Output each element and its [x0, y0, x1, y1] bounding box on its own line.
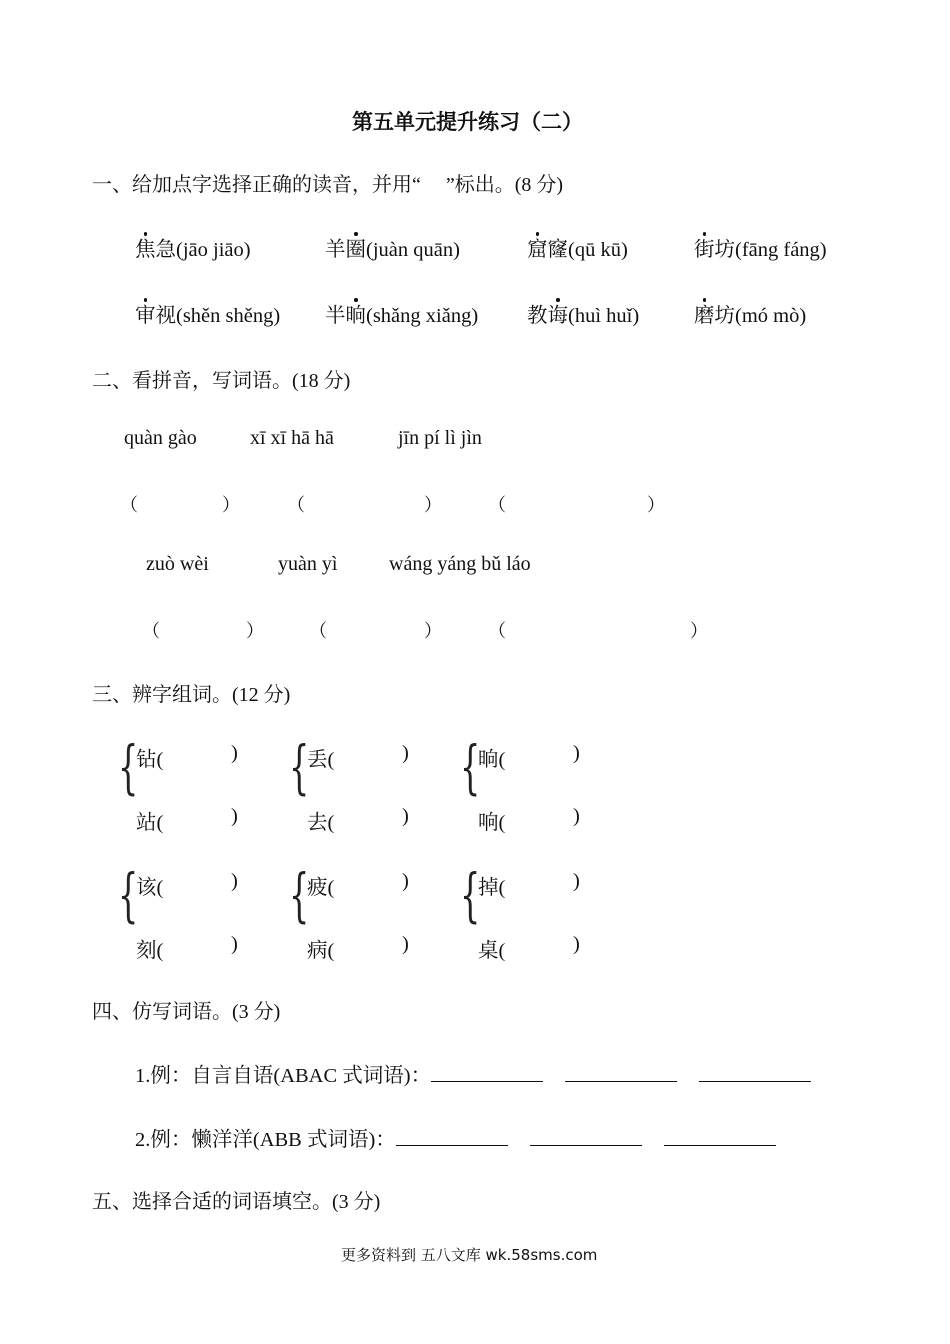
- character-top: 掉(: [478, 877, 506, 899]
- item-text: 坊(fāng fáng): [714, 239, 827, 261]
- character-top: 晌(: [478, 749, 506, 771]
- answer-paren-close: ）: [690, 621, 708, 641]
- answer-blank[interactable]: [396, 1125, 508, 1146]
- character-bottom: 桌(: [478, 940, 506, 962]
- reading-item: [135, 298, 280, 328]
- pinyin-6: wáng yáng bǔ láo: [389, 553, 531, 575]
- answer-paren-close: ): [231, 933, 238, 955]
- answer-blank[interactable]: [530, 1125, 642, 1146]
- dotted-character: 诲: [547, 305, 568, 327]
- item-text: (huì huǐ): [568, 305, 640, 327]
- reading-item: [325, 298, 478, 328]
- answer-paren-close: ): [231, 805, 238, 827]
- brace-icon: {: [460, 733, 481, 801]
- footer-text: 更多资料到 五八文库 wk.58sms.com: [341, 1246, 598, 1264]
- item-text: (juàn quān): [366, 239, 460, 261]
- section-5-heading: 五、选择合适的词语填空。(3 分): [92, 1191, 381, 1213]
- pinyin-1: quàn gào: [124, 427, 197, 449]
- dotted-character: 晌: [345, 305, 366, 327]
- reading-item: [325, 232, 460, 262]
- imitation-prompt-2: 2.例：懒洋洋(ABB 式词语)：: [135, 1129, 396, 1151]
- brace-icon: {: [289, 733, 310, 801]
- reading-item: [694, 232, 827, 262]
- answer-paren-close: ): [402, 805, 409, 827]
- item-text: 羊: [325, 239, 346, 261]
- answer-blank[interactable]: [664, 1125, 776, 1146]
- imitation-line-1: [135, 1058, 811, 1088]
- answer-paren-close: ): [402, 742, 409, 764]
- answer-paren-open: （: [309, 621, 327, 641]
- character-bottom: 病(: [307, 940, 335, 962]
- character-bottom: 响(: [478, 812, 506, 834]
- item-text: 教: [527, 305, 548, 327]
- answer-paren-close: ）: [222, 495, 240, 515]
- character-top: 疲(: [307, 877, 335, 899]
- character-bottom: 站(: [136, 812, 164, 834]
- reading-item: [135, 232, 251, 262]
- answer-paren-close: ）: [424, 495, 442, 515]
- brace-icon: {: [460, 861, 481, 929]
- item-text: 窿(qū kū): [547, 239, 628, 261]
- brace-icon: {: [118, 733, 139, 801]
- answer-paren-close: ): [573, 870, 580, 892]
- imitation-line-2: [135, 1122, 776, 1152]
- answer-blank[interactable]: [431, 1061, 543, 1082]
- item-text: 急(jāo jiāo): [155, 239, 251, 261]
- page-title: 第五单元提升练习（二）: [352, 110, 583, 134]
- answer-paren-open: （: [488, 495, 506, 515]
- section-1-heading: 一、给加点字选择正确的读音，并用“ ”标出。(8 分): [92, 174, 564, 196]
- reading-item: [694, 298, 806, 328]
- item-text: 视(shěn shěng): [155, 305, 281, 327]
- answer-paren-open: （: [287, 495, 305, 515]
- answer-paren-close: ）: [246, 621, 264, 641]
- dotted-character: 窟: [527, 239, 548, 261]
- dotted-character: 圈: [345, 239, 366, 261]
- section-2-heading: 二、看拼音，写词语。(18 分): [92, 370, 351, 392]
- section-3-heading: 三、辨字组词。(12 分): [92, 684, 291, 706]
- dotted-character: 磨: [694, 305, 715, 327]
- answer-paren-close: ): [402, 870, 409, 892]
- pinyin-3: jīn pí lì jìn: [398, 427, 482, 449]
- brace-icon: {: [289, 861, 310, 929]
- answer-paren-open: （: [120, 495, 138, 515]
- imitation-prompt-1: 1.例：自言自语(ABAC 式词语)：: [135, 1065, 432, 1087]
- answer-paren-open: （: [488, 621, 506, 641]
- character-top: 丢(: [307, 749, 335, 771]
- answer-paren-close: ): [573, 742, 580, 764]
- item-text: (shǎng xiǎng): [366, 305, 479, 327]
- answer-paren-close: ): [231, 870, 238, 892]
- character-top: 钻(: [136, 749, 164, 771]
- character-bottom: 去(: [307, 812, 335, 834]
- dotted-character: 焦: [135, 239, 156, 261]
- answer-paren-close: ): [402, 933, 409, 955]
- dotted-character: 街: [694, 239, 715, 261]
- pinyin-2: xī xī hā hā: [250, 427, 334, 449]
- answer-paren-close: ): [231, 742, 238, 764]
- item-text: 坊(mó mò): [714, 305, 807, 327]
- answer-blank[interactable]: [699, 1061, 811, 1082]
- section-4-heading: 四、仿写词语。(3 分): [92, 1001, 281, 1023]
- brace-icon: {: [118, 861, 139, 929]
- answer-paren-close: ): [573, 805, 580, 827]
- dotted-character: 审: [135, 305, 156, 327]
- answer-paren-close: ): [573, 933, 580, 955]
- reading-item: [527, 298, 639, 328]
- character-bottom: 刻(: [136, 940, 164, 962]
- answer-paren-open: （: [142, 621, 160, 641]
- character-top: 该(: [136, 877, 164, 899]
- item-text: 半: [325, 305, 346, 327]
- reading-item: [527, 232, 628, 262]
- answer-blank[interactable]: [565, 1061, 677, 1082]
- answer-paren-close: ）: [424, 621, 442, 641]
- pinyin-5: yuàn yì: [278, 553, 338, 575]
- pinyin-4: zuò wèi: [146, 553, 209, 575]
- answer-paren-close: ）: [647, 495, 665, 515]
